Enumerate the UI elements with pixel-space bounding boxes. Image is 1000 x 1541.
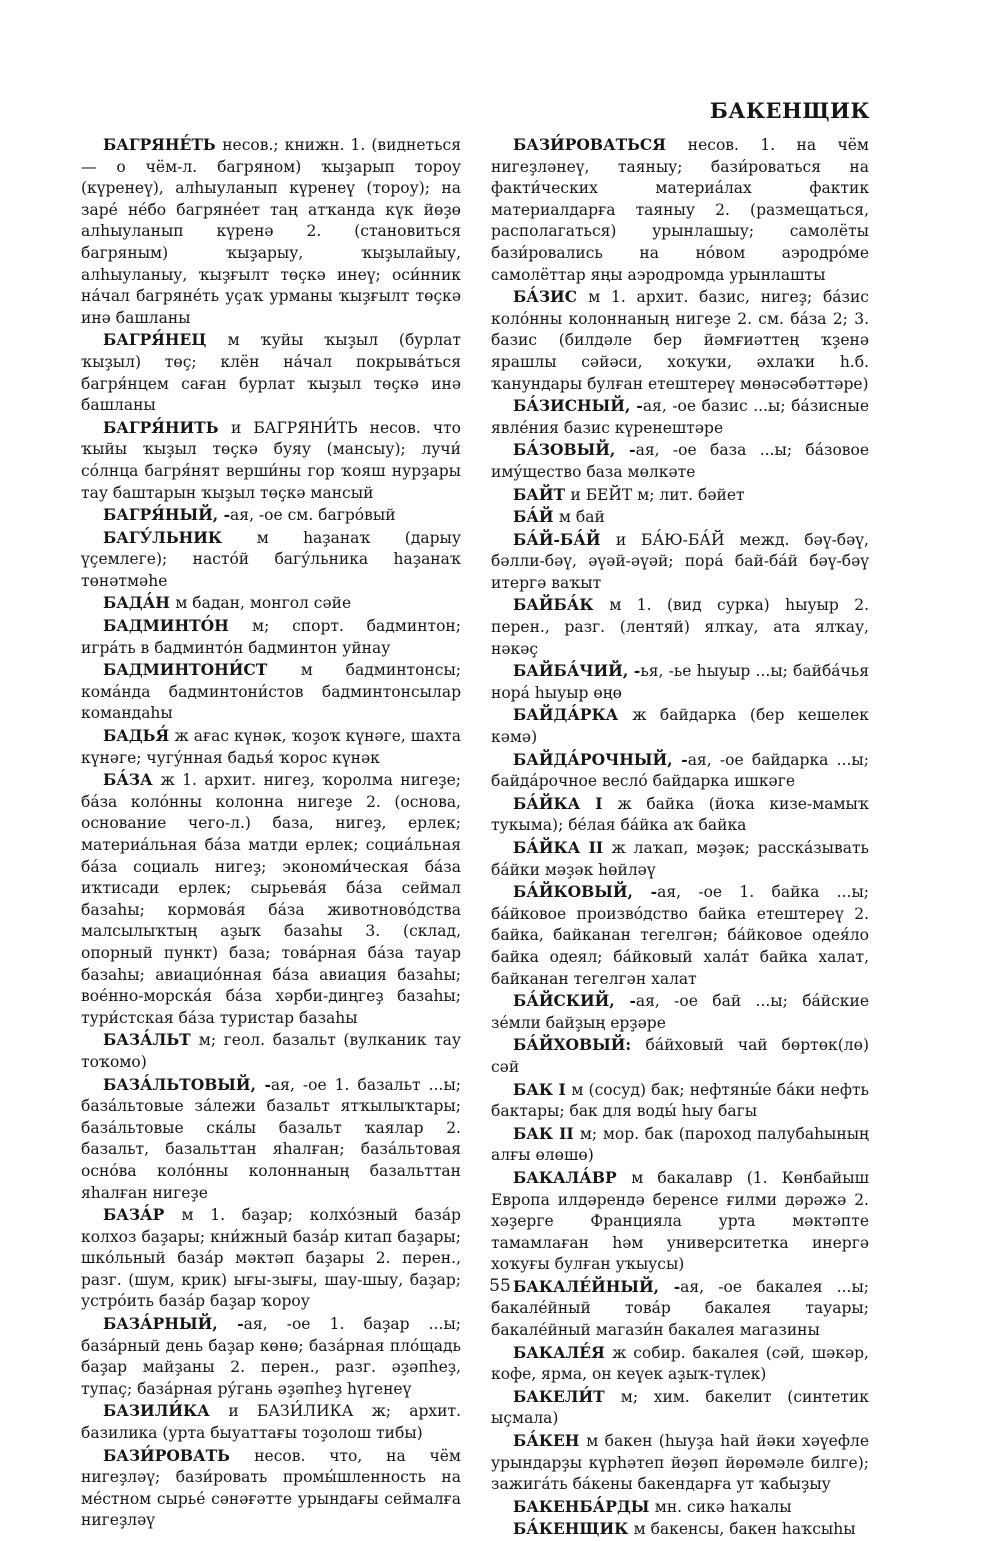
dictionary-entry: БА́ЙКА I ж байка (йоҡа кизе-мамыҡ тукыма); бе́лая ба́йка аҡ байка: [491, 793, 870, 835]
dictionary-entry: БАЙДА́РКА ж байдарка (бер кешелек кәмә): [491, 705, 869, 747]
dictionary-entry: БАКАЛЕ́ЙНЫЙ, -ая, -ое бакалея ...ы; бакале́йный това́р бакалея тауары; бакале́йный магази́н бакалея магазины: [491, 1276, 870, 1340]
dictionary-entry: БА́Й м бай: [513, 507, 605, 527]
dictionary-entry: БАЗИ́РОВАТЬ несов. что, на чём нигеҙләү; бази́ровать промы́шленность на ме́стном сырье́ сәнәғәтте урындағы сеймалға нигеҙләү: [81, 1445, 461, 1530]
dictionary-entry: БА́КЕН м бакен (һыуҙа һай йәки хәүефле урындарҙы күрһәтеп йөҙөп йөрөмәле билге); зажига́ть ба́кены бакендарға ут ҡабыҙыу: [491, 1431, 869, 1494]
dictionary-entry: БАКАЛА́ВР м бакалавр (1. Көнбайыш Европа илдәрендә беренсе ғилми дәрәжә 2. хәҙерге Францияла урта мәктәпте тамамлаған һәм университетка инергә хоҡуғы булған уҡыусы): [491, 1167, 870, 1274]
running-head: БАКЕНЩИК: [709, 98, 870, 123]
dictionary-entry: БАДМИНТОНИ́СТ м бадминтонсы; кома́нда бадминтони́стов бадминтонсылар командаһы: [81, 660, 461, 723]
left-column: [81, 134, 461, 1532]
dictionary-entry: БАДА́Н м бадан, монгол сәйе: [103, 593, 352, 613]
dictionary-entry: БА́ЗОВЫЙ, -ая, -ое база ...ы; ба́зовое иму́щество база мөлкәте: [491, 440, 870, 481]
right-column: [491, 134, 869, 1541]
page-number: 55: [489, 1276, 511, 1296]
dictionary-entry: БАГУ́ЛЬНИК м һаҙанаҡ (дарыу үҫемлеге); насто́й багу́льника һаҙанаҡ төнәтмәһе: [81, 527, 461, 590]
dictionary-entry: БА́ЗА ж 1. архит. нигеҙ, ҡоролма нигеҙе; ба́за коло́нны колонна нигеҙе 2. (основа, основание чего-л.) база, нигеҙ, ерлек; материа́льная ба́за матди ерлек; социа́льная ба́за социаль нигеҙ; экономи́ческая ба́за иҡтисади ерлек; сырьева́я ба́за сеймал базаһы; кормова́я ба́за животново́дства малсылыҡтың аҙыҡ базаһы 3. (склад, опорный пункт) база; това́рная ба́за тауар базаһы; авиацио́нная ба́за авиация базаһы; вое́нно-морска́я ба́за хәрби-диңгеҙ базаһы; тури́стская ба́за туристар базаһы: [81, 770, 461, 1027]
dictionary-entry: БАЙБА́К м 1. (вид сурка) һыуыр 2. перен., разг. (лентяй) ялҡау, ата ялҡау, нәкәҫ: [491, 595, 870, 658]
dictionary-entry: БАКЕЛИ́Т м; хим. бакелит (синтетик ыҫмала): [491, 1386, 869, 1428]
dictionary-entry: БАЙБА́ЧИЙ, -ья, -ье һыуыр ...ы; байба́чья нора́ һыуыр өңө: [491, 661, 869, 702]
dictionary-entry: БАК I м (сосуд) бак; нефтяны́е ба́ки нефть бактары; бак для воды́ һыу багы: [491, 1079, 870, 1121]
dictionary-entry: БАЗА́РНЫЙ, -ая, -ое 1. баҙар ...ы; база́рный день баҙар көнө; база́рная пло́щадь баҙар майҙаны 2. перен., разг. әҙәпһеҙ, тупаҫ; база́рная ру́гань әҙәпһеҙ һүгенеү: [81, 1314, 462, 1398]
dictionary-entry: БАКАЛЕ́Я ж собир. бакалея (сәй, шәкәр, кофе, ярма, он кеүек аҙыҡ-түлек): [491, 1342, 869, 1384]
dictionary-entry: БА́ЙХОВЫЙ: ба́йховый чай бөртөк(лө) сәй: [491, 1035, 870, 1076]
dictionary-entry: БАЗА́ЛЬТ м; геол. базальт (вулканик тау тоҡомо): [81, 1030, 462, 1071]
dictionary-entry: БА́ЗИС м 1. архит. базис, нигеҙ; ба́зис коло́нны колоннаның нигеҙе 2. см. ба́за 2; 3. базис (билдәле бер йәмғиәттең ҡҙенә ярашлы сәйәси, хоҡуҡи, әхлаҡи һ.б. ҡанундары булған етештереү мөнәсәбәттәре): [491, 287, 869, 393]
dictionary-entry: БАГРЯНЕ́ТЬ несов.; книжн. 1. (виднеться — о чём-л. багряном) ҡыҙарып тороу (күренеү), алһыуланып күренеү (тороу); на заре́ не́бо багряне́ет таң атҡанда күк йөҙө алһыуланып күренә 2. (становиться багряным) ҡыҙарыу, ҡыҙылайыу, алһыуланыу, ҡыҙғылт төҫкә инеү; оси́нник на́чал багряне́ть уҫаҡ урманы ҡыҙғылт төҫкә инә башланы: [81, 135, 462, 327]
dictionary-entry: БАЗИЛИ́КА и БАЗИ́ЛИКА ж; архит. базилика (урта быуаттағы тоҙолош тибы): [81, 1401, 461, 1443]
dictionary-entry: БАКЕНБА́РДЫ мн. сикә һаҡалы: [513, 1496, 792, 1516]
dictionary-entry: БА́ЙКОВЫЙ, -ая, -ое 1. байка ...ы; ба́йковое произво́дство байка етештереү 2. байка, байканан тегелгән; ба́йковое одея́ло байка одеял; ба́йковый хала́т байка халат, байканан тегелгән халат: [491, 882, 870, 988]
dictionary-entry: БАГРЯ́НЕЦ м ҡуйы ҡыҙыл (бурлат ҡыҙыл) төҫ; клён на́чал покрыва́ться багря́нцем саған бурлат ҡыҙыл төҫкә инә башланы: [81, 330, 461, 415]
dictionary-entry: БАДЬЯ́ ж ағас күнәк, ҡоҙоҡ күнәге, шахта күнәге; чугу́нная бадья́ ҡорос күнәк: [81, 726, 462, 767]
dictionary-entry: БА́ЗИСНЫЙ, -ая, -ое базис ...ы; ба́зисные явле́ния базис күренештәре: [491, 396, 870, 437]
dictionary-entry: БАГРЯ́НИТЬ и БАГРЯНИ́ТЬ несов. что ҡыйы ҡыҙыл төҫкә буяу (мансыу); лучи́ со́лнца багря́нят верши́ны гор ҡояш нурҙары тау баштарын ҡыҙыл төҫкә мансый: [81, 417, 461, 502]
dictionary-entry: БАГРЯ́НЫЙ, -ая, -ое см. багро́вый: [103, 505, 396, 525]
dictionary-entry: БАЗА́ЛЬТОВЫЙ, -ая, -ое 1. базальт ...ы; база́льтовые за́лежи базальт ятҡылыҡтары; база́льтовые ска́лы базальт ҡаялар 2. базальт, базальттан яһалған; база́льтовая осно́ва коло́нны колоннаның базальттан яһалған нигеҙе: [81, 1074, 461, 1202]
dictionary-entry: БАК II м; мор. бак (пароход палубаһының алғы өлөшө): [491, 1123, 869, 1165]
dictionary-entry: БАДМИНТО́Н м; спорт. бадминтон; игра́ть в бадминто́н бадминтон уйнау: [81, 616, 461, 657]
dictionary-entry: БАЙТ и БЕЙТ м; лит. бәйет: [513, 484, 745, 504]
dictionary-entry: БА́ЙКА II ж лаҡап, мәҙәк; расска́зывать ба́йки мәҙәк һөйләү: [491, 838, 869, 879]
dictionary-entry: БА́Й-БА́Й и БА́Ю-БА́Й межд. бәү-бәү, бәлли-бәү, әүәй-әүәй; пора́ бай-ба́й бәү-бәү итергә ваҡыт: [491, 529, 869, 592]
dictionary-entry: БАЗА́Р м 1. баҙар; колхо́зный база́р колхоз баҙары; кни́жный база́р китап баҙары; шко́льный база́р мәктәп баҙары 2. перен., разг. (шум, крик) ығы-зығы, шау-шыу, баҙар; устро́ить база́р баҙар ҡороу: [81, 1205, 461, 1311]
dictionary-entry: БА́ЙСКИЙ, -ая, -ое бай ...ы; ба́йские зе́мли байҙың ерҙәре: [491, 991, 869, 1032]
dictionary-entry: БАЙДА́РОЧНЫЙ, -ая, -ое байдарка ...ы; байда́рочное весло́ байдарка ишкәге: [491, 749, 869, 791]
dictionary-entry: БА́КЕНЩИК м бакенсы, бакен һаҡсыһы: [513, 1519, 856, 1539]
dictionary-entry: БАЗИ́РОВАТЬСЯ несов. 1. на чём нигеҙләнеү, таяныу; бази́роваться на факти́ческих материа́лах фактик материалдарға таяныу 2. (размещаться, располагаться) урынлашыу; самолёты бази́ровались на но́вом аэродро́ме самолёттар яңы аэродромда урынлашты: [491, 135, 869, 284]
